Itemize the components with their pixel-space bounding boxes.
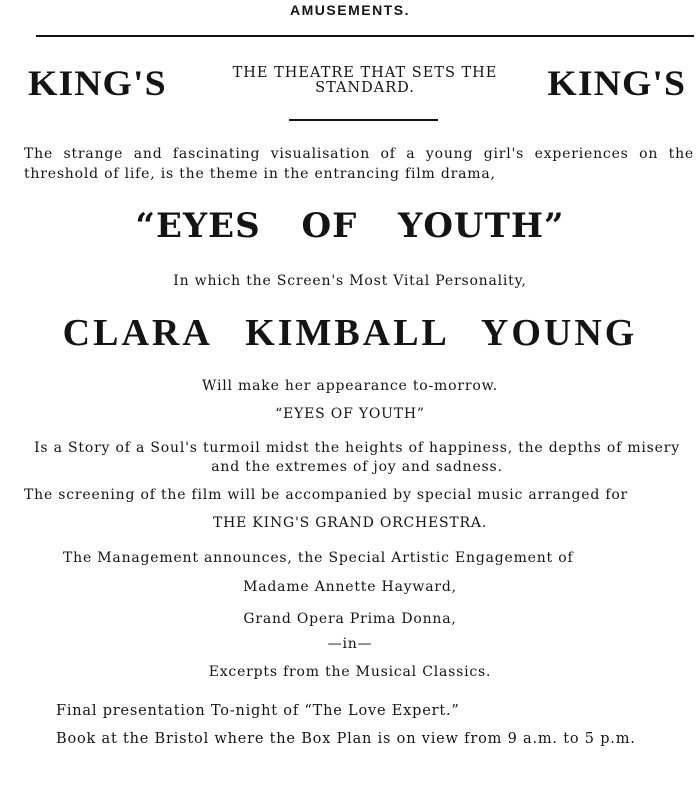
theatre-name-right: KING'S: [547, 63, 686, 103]
story-paragraph: Is a Story of a Soul's turmoil midst the heights of happiness, the depths of misery and the extremes of joy and sadness.: [34, 440, 680, 475]
orchestra-line: THE KING'S GRAND ORCHESTRA.: [212, 515, 488, 531]
final-presentation-line: Final presentation To-night of “The Love Expert.”: [56, 703, 460, 719]
section-header: AMUSEMENTS.: [290, 2, 410, 18]
header-rule: [36, 35, 694, 37]
singer-name: Madame Annette Hayward,: [243, 579, 457, 595]
screening-line: The screening of the film will be accompanied by special music arranged for: [24, 487, 629, 503]
appearance-line: Will make her appearance to-morrow.: [202, 378, 498, 394]
theatre-tagline: THE THEATRE THAT SETS THE STANDARD.: [232, 65, 498, 96]
film-title-repeat: “EYES OF YOUTH”: [275, 406, 425, 422]
booking-line: Book at the Bristol where the Box Plan is on view from 9 a.m. to 5 p.m.: [56, 731, 636, 747]
intro-paragraph: The strange and fascinating visualisation of a young girl's experiences on the threshold of life, is the theme in the entrancing film drama,: [24, 146, 694, 182]
excerpts-line: Excerpts from the Musical Classics.: [208, 664, 492, 680]
in-line: —in—: [327, 636, 373, 652]
management-line: The Management announces, the Special Artistic Engagement of: [63, 550, 574, 566]
theatre-name-left: KING'S: [28, 63, 167, 103]
film-title: “EYES OF YOUTH”: [135, 206, 565, 246]
presenter-intro: In which the Screen's Most Vital Personality,: [173, 273, 527, 289]
tagline-rule: [289, 119, 438, 121]
singer-title: Grand Opera Prima Donna,: [243, 611, 457, 627]
star-name: CLARA KIMBALL YOUNG: [62, 312, 638, 354]
